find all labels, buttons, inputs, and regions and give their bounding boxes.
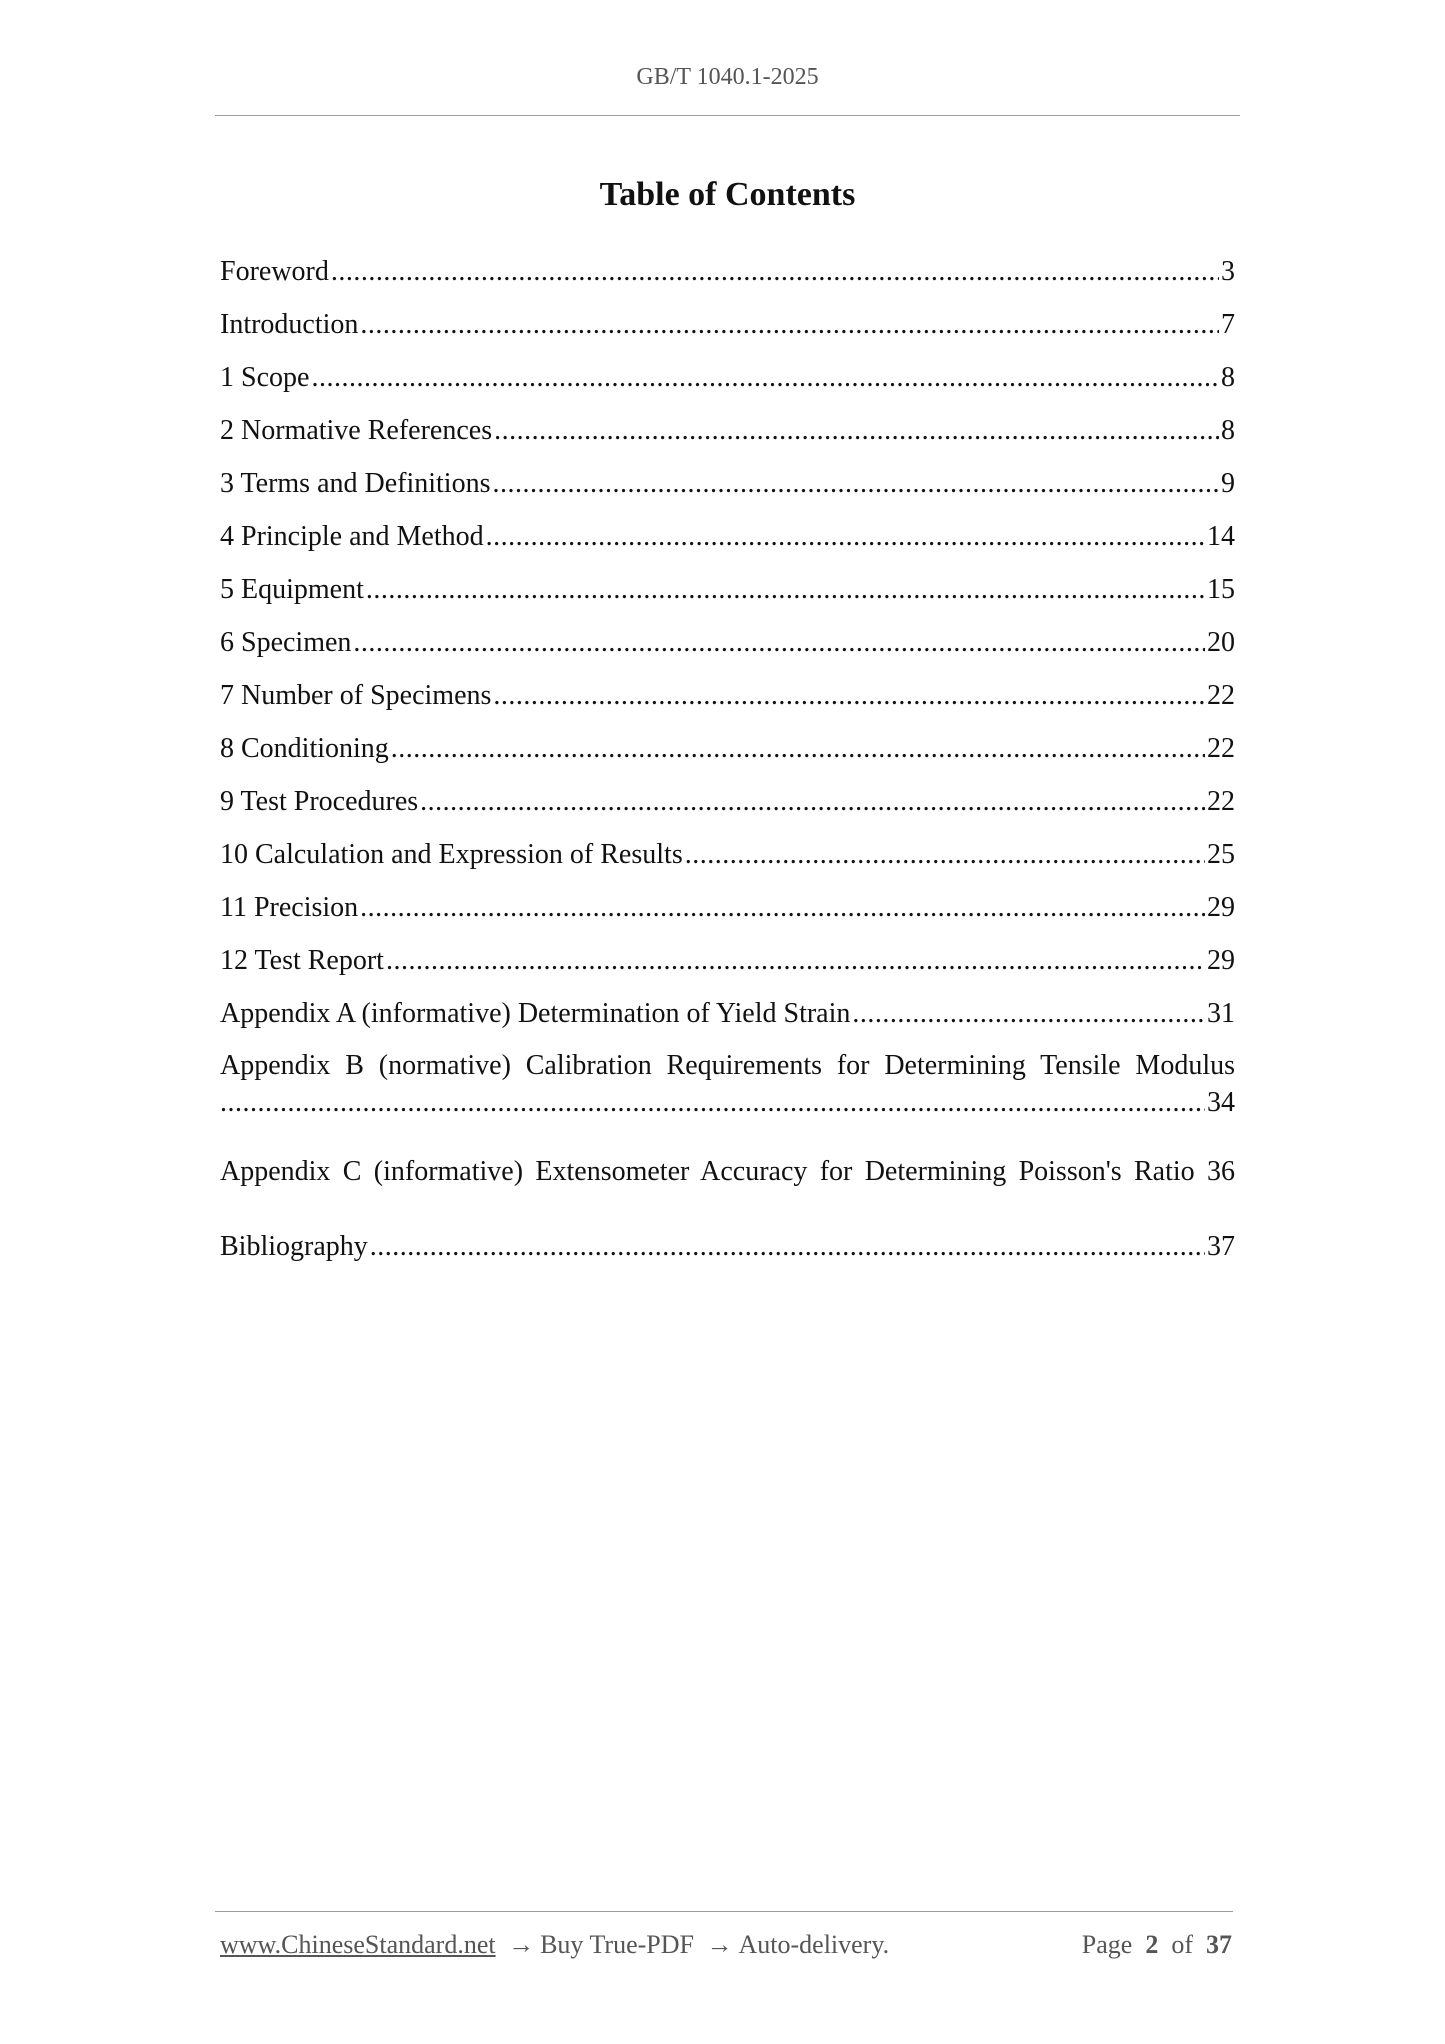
toc-entry-page: 25 [1207, 839, 1235, 870]
toc-entry-title: Foreword [220, 256, 329, 287]
toc-entry-specimen[interactable] [220, 623, 1235, 676]
document-id-header: GB/T 1040.1-2025 [636, 64, 819, 90]
toc-leader-dots [420, 782, 1205, 822]
toc-entry-test-procedures[interactable] [220, 782, 1235, 835]
toc-leader-dots [220, 1084, 1205, 1121]
auto-delivery-text: Auto-delivery. [738, 1930, 890, 1959]
toc-entry-bibliography[interactable] [220, 1227, 1235, 1280]
site-link[interactable]: www.ChineseStandard.net [220, 1930, 496, 1959]
toc-entry-equipment[interactable] [220, 570, 1235, 623]
toc-leader-dots [353, 623, 1205, 663]
toc-leader-dots [311, 358, 1219, 398]
toc-entry-title: 4 Principle and Method [220, 521, 484, 552]
toc-entry-page: 34 [1207, 1087, 1235, 1118]
header-divider [215, 115, 1240, 116]
toc-leader-dots [493, 676, 1205, 716]
toc-entry-title: 6 Specimen [220, 627, 352, 658]
toc-entry-calculation-and-expression-of-results[interactable] [220, 835, 1235, 888]
toc-entry-appendix-c[interactable] [220, 1152, 1235, 1227]
toc-entry-number-of-specimens[interactable] [220, 676, 1235, 729]
toc-entry-title: Appendix B (normative) Calibration Requirements for Determining Tensile Modulus [220, 1050, 1235, 1081]
toc-entry-appendix-a[interactable] [220, 994, 1235, 1047]
toc-entry-title: Appendix A (informative) Determination of Yield Strain [220, 998, 851, 1029]
toc-entry-title: 3 Terms and Definitions [220, 468, 491, 499]
toc-entry-foreword[interactable] [220, 252, 1235, 305]
toc-leader-dots [386, 941, 1205, 981]
toc-entry-title: 11 Precision [220, 892, 359, 923]
toc-entry-continuation [220, 1084, 1235, 1121]
toc-entry-page: 22 [1207, 786, 1235, 817]
toc-leader-dots [366, 570, 1205, 610]
page-title: Table of Contents [599, 176, 856, 213]
toc-entry-principle-and-method[interactable] [220, 517, 1235, 570]
toc-entry-page: 20 [1207, 627, 1235, 658]
toc-leader-dots [494, 411, 1219, 451]
table-of-contents [220, 252, 1235, 1280]
toc-entry-title: Introduction [220, 309, 359, 340]
toc-entry-page: 9 [1221, 468, 1235, 499]
toc-entry-title: 1 Scope [220, 362, 310, 393]
toc-entry-page: 14 [1207, 521, 1235, 552]
toc-leader-dots [331, 252, 1219, 292]
toc-entry-page: 8 [1221, 415, 1235, 446]
toc-entry-page: 37 [1207, 1231, 1235, 1262]
toc-entry-normative-references[interactable] [220, 411, 1235, 464]
toc-entry-test-report[interactable] [220, 941, 1235, 994]
toc-entry-page: 7 [1221, 309, 1235, 340]
toc-entry-appendix-b[interactable] [220, 1047, 1235, 1152]
page-footer [220, 1930, 1232, 1960]
footer-divider [215, 1911, 1233, 1912]
toc-entry-scope[interactable] [220, 358, 1235, 411]
toc-entry-conditioning[interactable] [220, 729, 1235, 782]
toc-leader-dots [360, 888, 1205, 928]
toc-leader-dots [370, 1227, 1205, 1267]
toc-entry-page: 15 [1207, 574, 1235, 605]
toc-entry-page: 22 [1207, 680, 1235, 711]
toc-leader-dots [360, 305, 1219, 345]
toc-entry-title: 8 Conditioning [220, 733, 389, 764]
toc-entry-title: 5 Equipment [220, 574, 364, 605]
buy-true-pdf-text: Buy True-PDF [540, 1930, 694, 1959]
toc-entry-page: 8 [1221, 362, 1235, 393]
arrow-right-icon: → [508, 1930, 535, 1959]
toc-entry-introduction[interactable] [220, 305, 1235, 358]
page-word: Page [1081, 1930, 1133, 1959]
toc-entry-title: 2 Normative References [220, 415, 493, 446]
toc-entry-terms-and-definitions[interactable] [220, 464, 1235, 517]
toc-leader-dots [486, 517, 1205, 557]
current-page: 2 [1145, 1930, 1159, 1959]
toc-entry-title: 9 Test Procedures [220, 786, 419, 817]
toc-entry-title: 12 Test Report [220, 945, 384, 976]
toc-leader-dots [492, 464, 1219, 504]
toc-entry-title: 10 Calculation and Expression of Results [220, 839, 683, 870]
arrow-right-icon: → [706, 1930, 733, 1959]
toc-entry-precision[interactable] [220, 888, 1235, 941]
toc-entry-page: 36 [1207, 1156, 1235, 1187]
toc-entry-page: 3 [1221, 256, 1235, 287]
footer-promo [220, 1930, 889, 1960]
toc-entry-page: 29 [1207, 892, 1235, 923]
toc-leader-dots [852, 994, 1205, 1034]
toc-entry-title: Appendix C (informative) Extensometer Accuracy for Determining Poisson's Ratio [220, 1156, 1195, 1187]
toc-leader-dots [391, 729, 1205, 769]
of-word: of [1171, 1930, 1193, 1959]
toc-entry-page: 22 [1207, 733, 1235, 764]
page-number [1082, 1930, 1232, 1960]
toc-entry-page: 31 [1207, 998, 1235, 1029]
toc-leader-dots [685, 835, 1205, 875]
toc-entry-title: Bibliography [220, 1231, 368, 1262]
total-pages: 37 [1206, 1930, 1232, 1959]
toc-entry-title: 7 Number of Specimens [220, 680, 492, 711]
toc-entry-page: 29 [1207, 945, 1235, 976]
